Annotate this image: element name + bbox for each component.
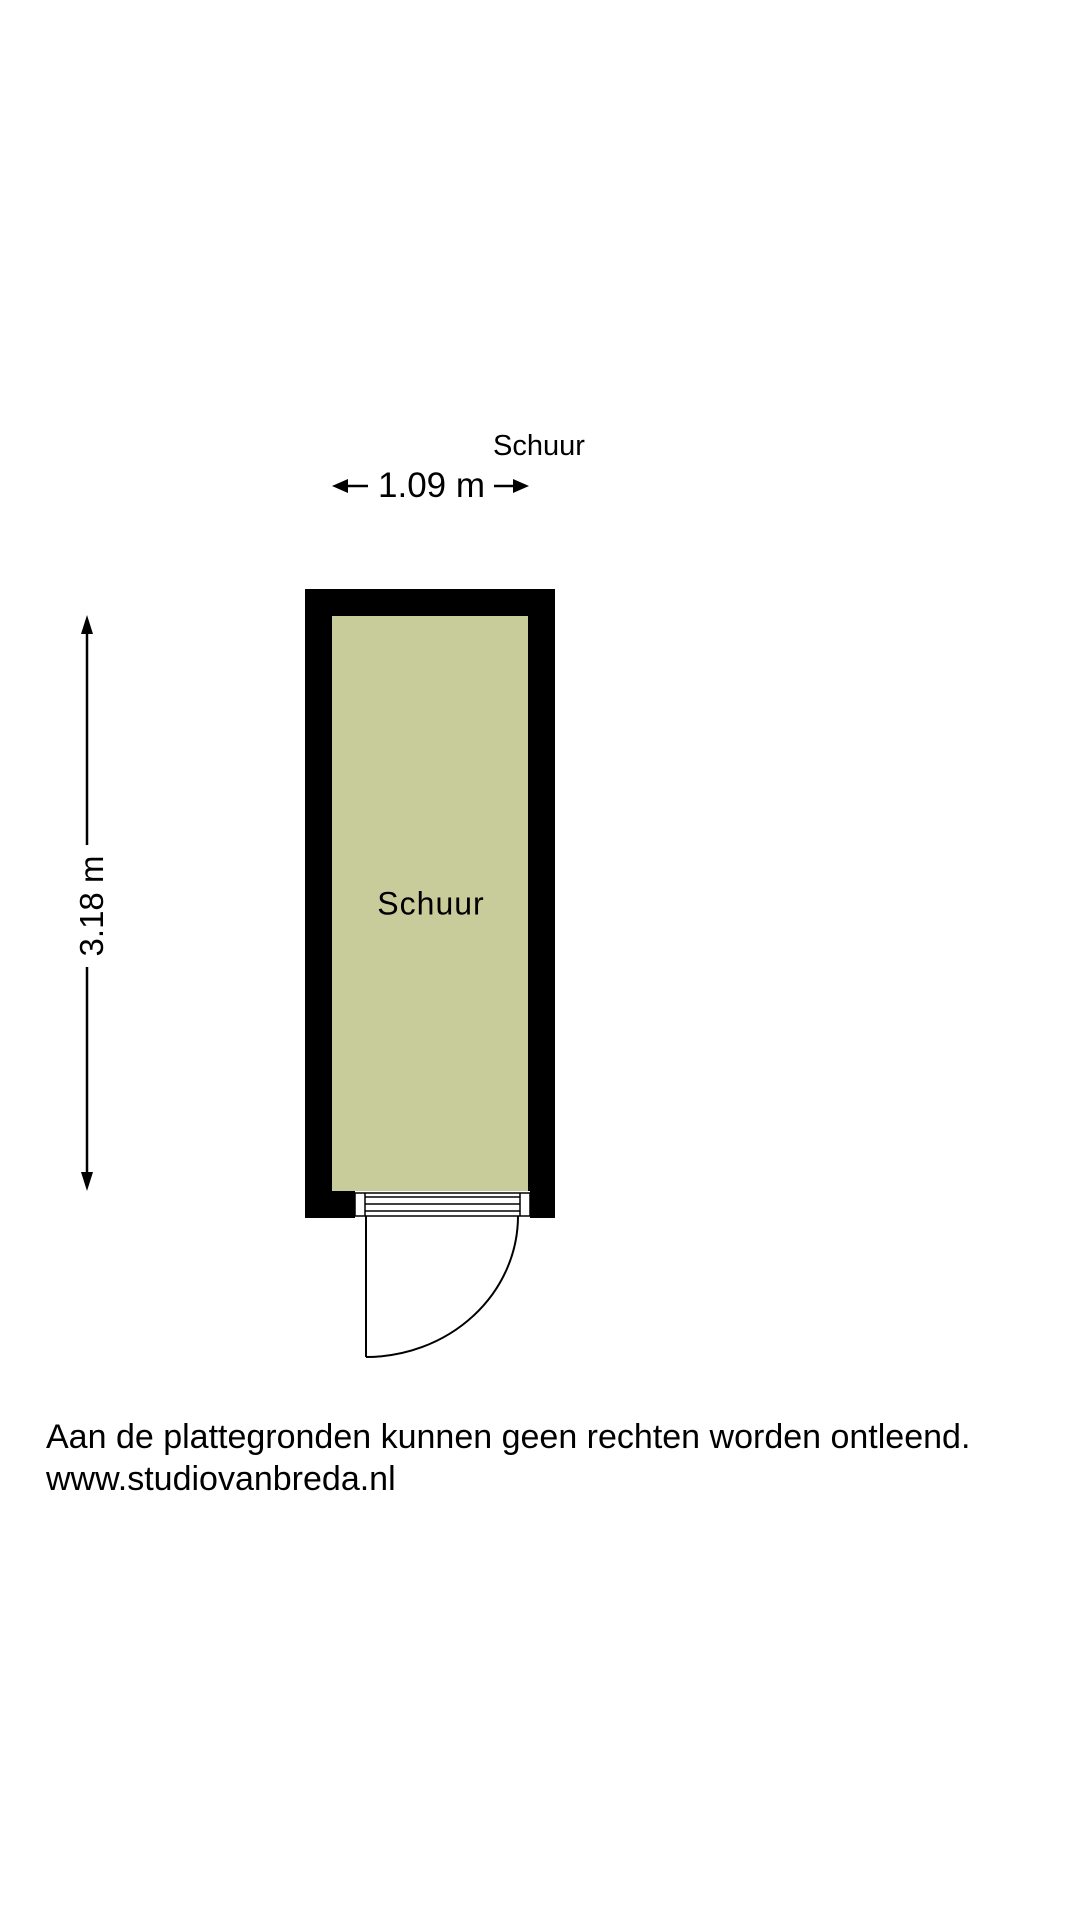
width-dimension-label: 1.09 m	[378, 466, 485, 505]
room-label: Schuur	[377, 885, 485, 922]
door-swing	[366, 1216, 518, 1357]
door-opening	[355, 1191, 530, 1218]
footer	[46, 1416, 970, 1500]
plan-title: Schuur	[493, 430, 585, 462]
disclaimer-text: Aan de plattegronden kunnen geen rechten worden ontleend.	[46, 1418, 971, 1456]
height-dimension-label: 3.18 m	[73, 855, 110, 957]
website-text: www.studiovanbreda.nl	[46, 1460, 396, 1498]
